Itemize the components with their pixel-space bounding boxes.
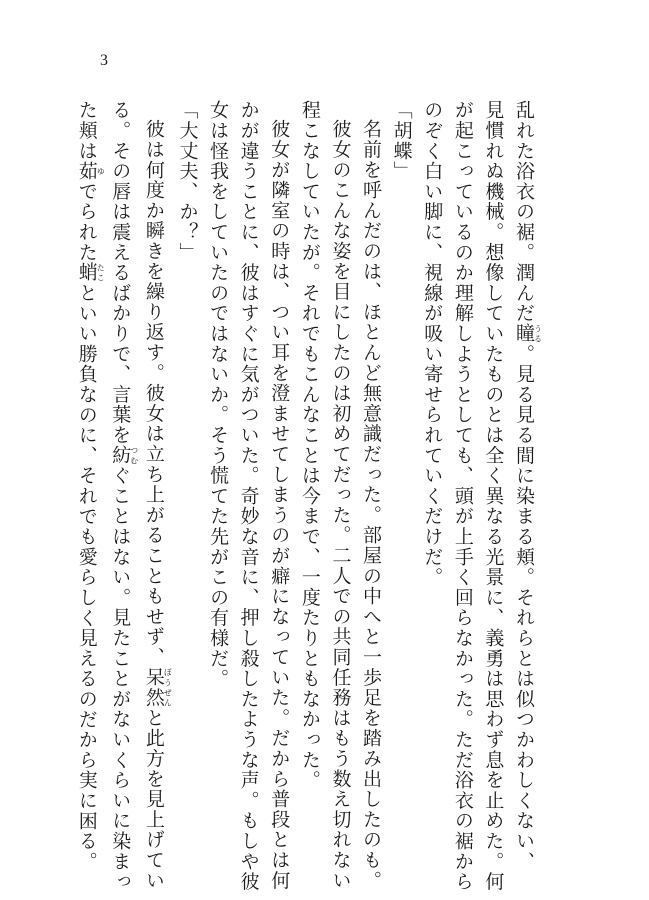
ruby-annotation	[142, 667, 173, 708]
text-segment: が起こっているのか理解しようとしても、頭が上手く回らなかった。ただ浴衣の裾から	[451, 100, 474, 892]
text-line	[325, 100, 356, 891]
text-segment: 見慣れぬ機械。想像していたものとは全く異なる光景に、義勇は思わず息を止めた。何	[482, 100, 505, 892]
text-segment: 程こなしていたが。それでもこんなことは今まで、一度たりともなかった。	[298, 100, 321, 791]
text-line	[71, 100, 106, 872]
text-line	[233, 100, 264, 892]
text-line	[138, 100, 173, 891]
text-line	[508, 100, 543, 872]
ruby-base: 紡	[109, 445, 132, 466]
text-segment: た頬は	[75, 100, 98, 161]
text-line	[447, 100, 478, 892]
text-segment: 彼女が隣室の時は、つい耳を澄ませてしまうのが癖になっていた。だから普段とは何	[268, 119, 291, 891]
text-line	[478, 100, 509, 892]
ruby-reading: ぼうぜん	[163, 667, 173, 708]
text-line	[355, 100, 386, 891]
ruby-base: 茹	[75, 160, 98, 182]
text-segment: 女は怪我をしていたのではないか。そう慌てた先がこの有様だ。	[207, 100, 230, 689]
ruby-base: 蛸	[75, 262, 98, 283]
text-segment: 彼女のこんな姿を目にしたのは初めてだった。二人での共同任務はもう数え切れない	[329, 119, 352, 891]
page-number: 3	[100, 52, 108, 69]
text-segment: 乱れた浴衣の裾。潤んだ	[513, 100, 535, 324]
text-line	[386, 100, 417, 800]
text-segment: 「胡蝶」	[390, 100, 413, 182]
text-segment: といい勝負なのに、それでも愛らしく見えるのだから実に困る。	[75, 282, 98, 872]
text-line	[417, 100, 448, 800]
text-line	[294, 100, 325, 800]
ruby-reading: ゆ	[96, 160, 106, 182]
text-line	[264, 100, 295, 891]
ruby-reading: うる	[533, 323, 543, 344]
text-segment: 「大丈夫、か？」	[176, 100, 199, 263]
text-segment: 。見る見る間に染まる頬。それらとは似つかわしくない、	[513, 343, 535, 872]
body-text	[75, 100, 543, 892]
text-segment: 彼は何度か瞬きを繰り返す。彼女は立ち上がることもせず、	[142, 119, 165, 668]
text-line	[172, 100, 203, 800]
text-segment: かが違うことに、彼はすぐに気がついた。奇妙な音に、押し殺したような声。もしや彼	[237, 100, 260, 892]
text-line	[202, 100, 233, 800]
text-segment: 名前を呼んだのは、ほとんど無意識だった。部屋の中へと一歩足を踏み出したのも。	[360, 119, 383, 891]
text-segment: ぐことはない。見たことがないくらいに染まっ	[109, 465, 132, 892]
ruby-annotation	[75, 160, 106, 182]
ruby-base: 呆然	[142, 667, 165, 708]
ruby-annotation	[75, 262, 106, 283]
ruby-annotation	[513, 323, 543, 344]
text-segment: のぞく白い脚に、視線が吸い寄せられていくだけだ。	[421, 100, 444, 588]
text-segment: る。その唇は震えるばかりで、言葉を	[109, 100, 132, 446]
ruby-base: 瞳	[513, 323, 535, 344]
ruby-reading: つむ	[129, 445, 139, 466]
text-segment: と此方を見上げてい	[142, 707, 165, 891]
ruby-reading: たこ	[96, 262, 106, 283]
text-segment: でられた	[75, 181, 98, 263]
text-line	[105, 100, 139, 892]
ruby-annotation	[109, 445, 139, 466]
